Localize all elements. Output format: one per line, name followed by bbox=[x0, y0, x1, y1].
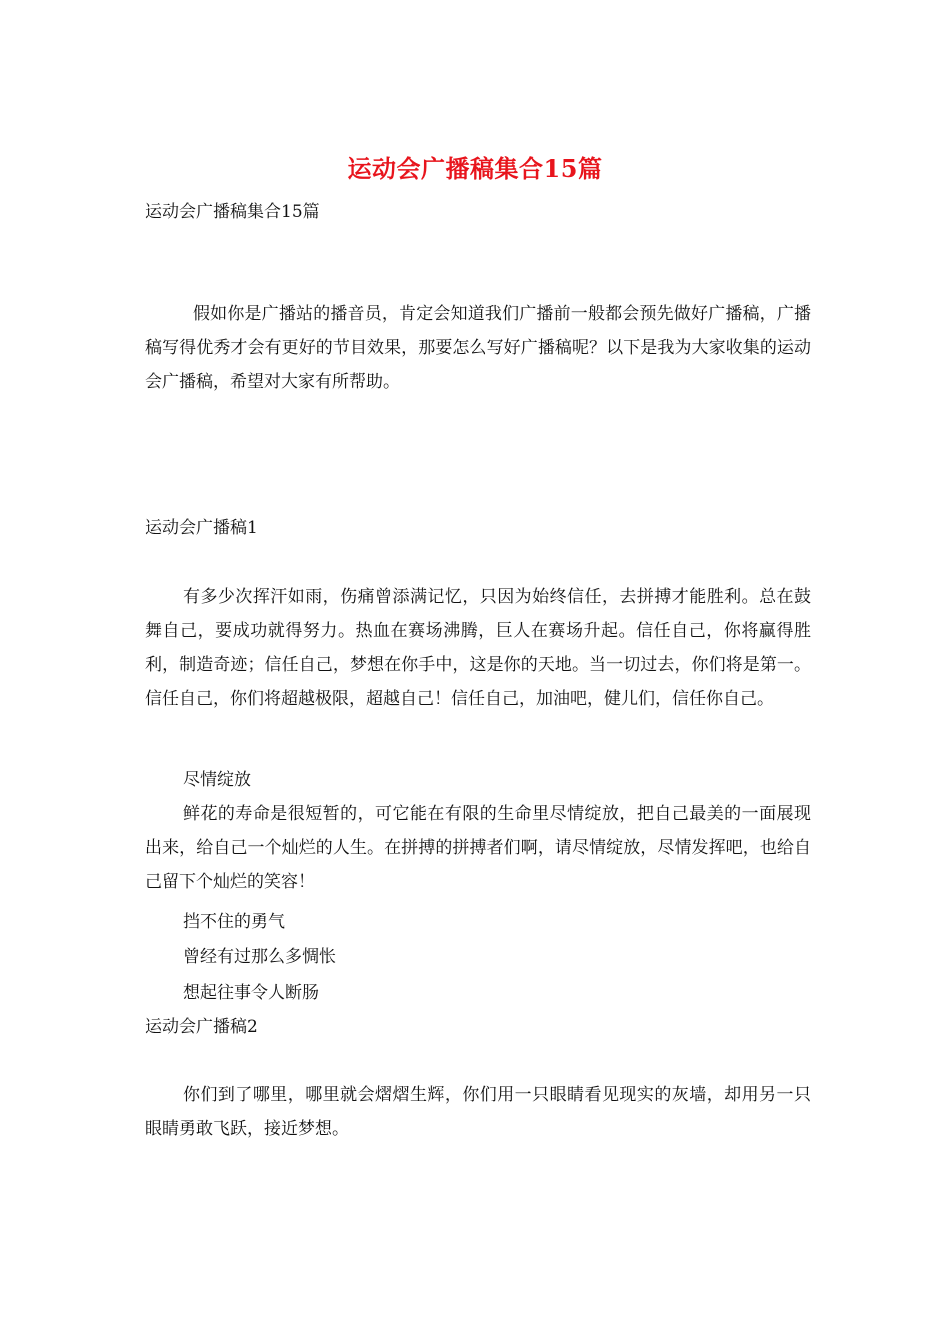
document-title: 运动会广播稿集合15篇 bbox=[347, 154, 603, 183]
section-heading-1: 运动会广播稿1 bbox=[145, 518, 258, 538]
section1-line-3: 曾经有过那么多惆怅 bbox=[183, 947, 336, 967]
intro-paragraph: 假如你是广播站的播音员，肯定会知道我们广播前一般都会预先做好广播稿，广播稿写得优秀才会有更好的节目效果，那要怎么写好广播稿呢？以下是我为大家收集的运动会广播稿，希望对大家有所帮助。 bbox=[145, 304, 811, 392]
section-heading-2: 运动会广播稿2 bbox=[145, 1017, 258, 1037]
section2-paragraph-1: 你们到了哪里，哪里就会熠熠生辉，你们用一只眼睛看见现实的灰墙，却用另一只眼睛勇敢飞跃，接近梦想。 bbox=[145, 1085, 811, 1139]
document-subtitle: 运动会广播稿集合15篇 bbox=[145, 202, 320, 222]
section1-line-4: 想起往事令人断肠 bbox=[183, 983, 319, 1003]
section1-line-1: 尽情绽放 bbox=[183, 770, 251, 790]
section1-paragraph-1: 有多少次挥汗如雨，伤痛曾添满记忆，只因为始终信任，去拼搏才能胜利。总在鼓舞自己，要成功就得努力。热血在赛场沸腾，巨人在赛场升起。信任自己，你将赢得胜利，制造奇迹；信任自己，梦想在你手中，这是你的天地。当一切过去，你们将是第一。信任自己，你们将超越极限，超越自己！信任自己，加油吧，健儿们，信任你自己。 bbox=[145, 587, 811, 709]
section1-paragraph-2: 鲜花的寿命是很短暂的，可它能在有限的生命里尽情绽放，把自己最美的一面展现出来，给自己一个灿烂的人生。在拼搏的拼搏者们啊，请尽情绽放，尽情发挥吧，也给自己留下个灿烂的笑容！ bbox=[145, 804, 811, 892]
section1-line-2: 挡不住的勇气 bbox=[183, 912, 285, 932]
